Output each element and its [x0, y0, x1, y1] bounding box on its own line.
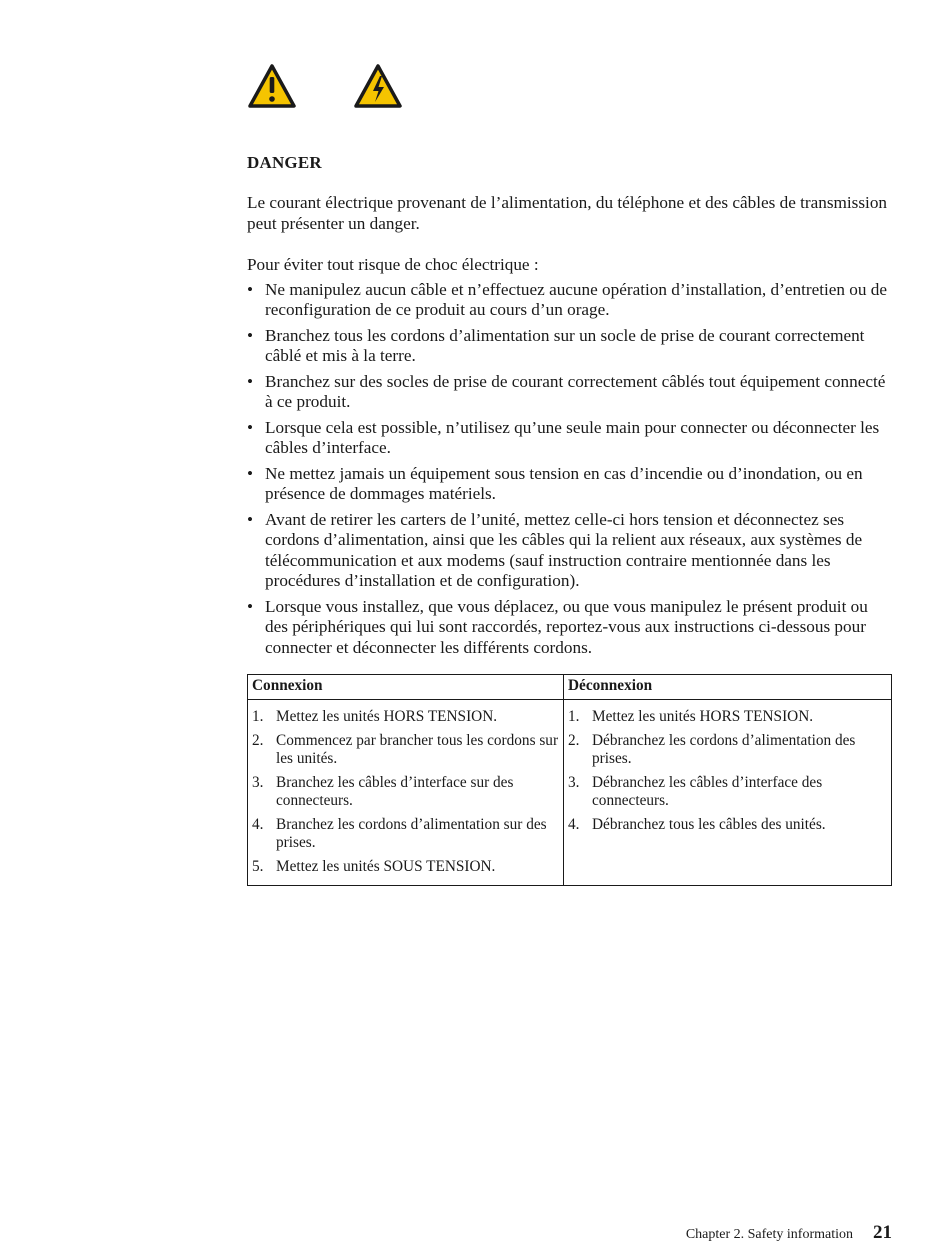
chapter-title: Chapter 2. Safety information — [685, 1227, 853, 1242]
step-number: 4. — [252, 815, 264, 833]
step-item — [252, 708, 559, 727]
step-item — [252, 732, 559, 769]
step-text: Mettez les unités SOUS TENSION. — [276, 857, 496, 875]
page-footer — [686, 1222, 892, 1244]
bullet-item — [247, 510, 895, 592]
step-text: Branchez les cordons d’alimentation sur des prises. — [276, 815, 547, 851]
bullet-text: Avant de retirer les carters de l’unité, mettez celle-ci hors tension et déconnectez ses cordons d’alimentation, ainsi que les câbles qui la relient aux réseaux, aux systèmes de télécommunication et aux modems (sauf instruction contraire mentionnée dans les procédures d’installation et de configuration). — [265, 509, 863, 590]
bullet-marker: • — [247, 463, 254, 483]
step-text: Commencez par brancher tous les cordons sur les unités. — [276, 731, 559, 767]
step-number: 3. — [568, 773, 580, 791]
bullet-text: Branchez tous les cordons d’alimentation sur un socle de prise de courant correctement câblé et mis à la terre. — [265, 325, 865, 365]
instructions-intro: Pour éviter tout risque de choc électrique : — [247, 255, 539, 274]
step-text: Débranchez les cordons d’alimentation des prises. — [592, 731, 856, 767]
bullet-text: Branchez sur des socles de prise de courant correctement câblés tout équipement connecté à ce produit. — [265, 371, 886, 411]
disconnect-steps-cell — [564, 700, 892, 886]
step-text: Débranchez tous les câbles des unités. — [592, 815, 826, 833]
table-row — [248, 700, 892, 886]
bullet-text: Ne manipulez aucun câble et n’effectuez aucune opération d’installation, d’entretien ou de reconfiguration de ce produit au cours d’un orage. — [265, 279, 887, 319]
danger-heading: DANGER — [247, 153, 322, 172]
page-number: 21 — [873, 1222, 892, 1243]
step-number: 1. — [568, 708, 580, 725]
bullet-marker: • — [247, 417, 254, 437]
safety-bullet-list — [247, 280, 895, 659]
bullet-marker: • — [247, 596, 254, 616]
connect-steps-cell — [248, 700, 564, 886]
step-number: 5. — [252, 857, 264, 875]
step-number: 2. — [252, 731, 264, 749]
bullet-text: Lorsque cela est possible, n’utilisez qu’une seule main pour connecter ou déconnecter les câbles d’interface. — [265, 417, 880, 457]
step-item — [568, 816, 887, 835]
disconnect-column-header: Déconnexion — [564, 675, 892, 700]
bullet-item — [247, 372, 895, 413]
step-text: Débranchez les câbles d’interface des connecteurs. — [592, 773, 823, 809]
step-number: 2. — [568, 731, 580, 749]
connection-steps-table — [247, 674, 892, 886]
bullet-text: Lorsque vous installez, que vous déplacez, ou que vous manipulez le présent produit ou des périphériques qui lui sont raccordés, reportez-vous aux instructions ci-dessous pour connecter et déconnecter les différents cordons. — [265, 596, 868, 657]
bullet-item — [247, 326, 895, 367]
step-item — [568, 708, 887, 727]
step-item — [252, 816, 559, 853]
bullet-marker: • — [247, 279, 254, 299]
step-text: Branchez les câbles d’interface sur des connecteurs. — [276, 773, 514, 809]
bullet-marker: • — [247, 509, 254, 529]
step-text: Mettez les unités HORS TENSION. — [592, 708, 814, 725]
bullet-marker: • — [247, 371, 254, 391]
bullet-item — [247, 418, 895, 459]
step-number: 3. — [252, 773, 264, 791]
step-text: Mettez les unités HORS TENSION. — [276, 708, 498, 725]
bullet-item — [247, 597, 895, 659]
step-item — [568, 774, 887, 811]
danger-body — [247, 193, 895, 663]
caution-icon — [247, 63, 297, 109]
step-item — [568, 732, 887, 769]
step-item — [252, 774, 559, 811]
hazard-paragraph: Le courant électrique provenant de l’alimentation, du téléphone et des câbles de transmission peut présenter un danger. — [247, 193, 888, 233]
bullet-item — [247, 464, 895, 505]
electrical-hazard-icon — [353, 63, 403, 109]
bullet-item — [247, 280, 895, 321]
connect-steps-list — [252, 708, 559, 876]
step-number: 4. — [568, 815, 580, 833]
step-number: 1. — [252, 708, 264, 725]
bullet-marker: • — [247, 325, 254, 345]
disconnect-steps-list — [568, 708, 887, 834]
connect-column-header: Connexion — [248, 675, 564, 700]
bullet-text: Ne mettez jamais un équipement sous tension en cas d’incendie ou d’inondation, ou en présence de dommages matériels. — [265, 463, 863, 503]
table-header-row — [248, 675, 892, 700]
step-item — [252, 858, 559, 877]
